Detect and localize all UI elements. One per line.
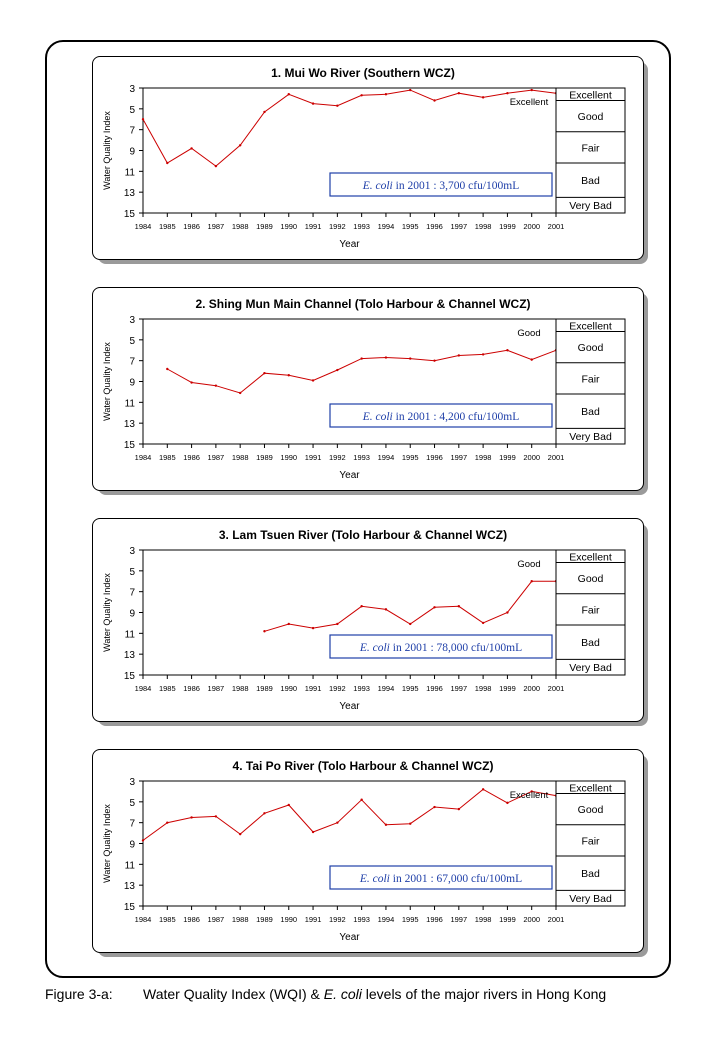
- data-point: [482, 96, 484, 98]
- band-label: Excellent: [569, 551, 612, 564]
- x-tick-label: 1989: [256, 222, 273, 231]
- y-tick-label: 7: [129, 587, 135, 599]
- data-point: [336, 369, 338, 371]
- caption-suffix: levels of the major rivers in Hong Kong: [361, 986, 607, 1002]
- data-point: [239, 392, 241, 394]
- band-label: Bad: [581, 175, 600, 188]
- y-tick-label: 7: [129, 125, 135, 137]
- band-label: Very Bad: [569, 431, 612, 444]
- x-tick-label: 1996: [426, 684, 443, 693]
- chart-panel-2: [92, 287, 644, 491]
- data-point: [458, 92, 460, 94]
- x-tick-label: 1991: [304, 222, 322, 231]
- band-label: Good: [577, 342, 604, 355]
- x-tick-label: 2000: [523, 222, 541, 231]
- data-point: [190, 147, 192, 149]
- x-tick-label: 1993: [353, 915, 370, 924]
- data-point: [531, 358, 533, 360]
- data-point: [385, 608, 387, 610]
- chart-panel-1: [92, 56, 644, 260]
- band-label: Fair: [581, 604, 600, 617]
- x-tick-label: 1985: [158, 915, 176, 924]
- caption-label: Figure 3-a:: [45, 986, 113, 1002]
- x-tick-label: 1992: [329, 915, 346, 924]
- y-tick-label: 15: [123, 671, 135, 682]
- data-point: [385, 356, 387, 358]
- ecoli-italic: E. coli: [362, 411, 393, 423]
- x-tick-label: 1984: [134, 684, 152, 693]
- band-label: Excellent: [569, 89, 612, 102]
- y-tick-label: 11: [124, 860, 135, 872]
- data-point: [409, 823, 411, 825]
- y-axis-label: Water Quality Index: [102, 111, 112, 190]
- x-tick-label: 1984: [134, 453, 152, 462]
- x-tick-label: 1995: [401, 453, 419, 462]
- data-point: [458, 605, 460, 607]
- x-tick-label: 1996: [426, 222, 443, 231]
- grade-label: Excellent: [509, 790, 549, 801]
- x-tick-label: 2001: [547, 222, 565, 231]
- x-tick-label: 1992: [329, 453, 346, 462]
- data-point: [166, 162, 168, 164]
- ecoli-text: [362, 411, 520, 423]
- ecoli-italic: E. coli: [362, 180, 393, 192]
- x-tick-label: 1999: [499, 915, 516, 924]
- data-point: [312, 831, 314, 833]
- data-point: [288, 93, 290, 95]
- x-tick-label: 1985: [158, 684, 176, 693]
- y-tick-label: 5: [129, 104, 135, 116]
- caption-ecoli: E. coli: [323, 986, 362, 1002]
- data-point: [506, 349, 508, 351]
- x-tick-label: 1992: [329, 684, 346, 693]
- y-axis-label: Water Quality Index: [102, 342, 112, 421]
- ecoli-text: [359, 873, 522, 885]
- x-tick-label: 2001: [547, 453, 565, 462]
- x-tick-label: 1993: [353, 222, 370, 231]
- ecoli-italic: E. coli: [359, 642, 390, 654]
- data-point: [215, 815, 217, 817]
- x-tick-label: 2000: [523, 453, 541, 462]
- band-label: Excellent: [569, 320, 612, 333]
- x-tick-label: 1994: [377, 915, 395, 924]
- data-point: [531, 89, 533, 91]
- y-tick-label: 7: [129, 818, 135, 830]
- data-point: [482, 622, 484, 624]
- data-point: [531, 580, 533, 582]
- x-tick-label: 1995: [401, 915, 419, 924]
- x-tick-label: 1985: [158, 453, 176, 462]
- data-point: [288, 623, 290, 625]
- data-point: [263, 812, 265, 814]
- x-tick-label: 2001: [547, 684, 565, 693]
- band-label: Very Bad: [569, 200, 612, 213]
- band-label: Good: [577, 573, 604, 586]
- x-tick-label: 2001: [547, 915, 565, 924]
- grade-label: Good: [517, 328, 541, 339]
- y-tick-label: 11: [124, 167, 135, 179]
- data-point: [409, 357, 411, 359]
- data-point: [288, 374, 290, 376]
- data-point: [506, 802, 508, 804]
- band-label: Fair: [581, 142, 600, 155]
- data-point: [506, 611, 508, 613]
- chart-svg: [93, 519, 643, 721]
- band-label: Fair: [581, 373, 600, 386]
- x-tick-label: 1995: [401, 684, 419, 693]
- x-tick-label: 1986: [183, 684, 200, 693]
- data-point: [142, 839, 144, 841]
- y-tick-label: 13: [123, 419, 135, 431]
- data-point: [312, 627, 314, 629]
- x-tick-label: 1991: [304, 915, 322, 924]
- y-tick-label: 5: [129, 335, 135, 347]
- x-tick-label: 1994: [377, 684, 395, 693]
- chart-title: 3. Lam Tsuen River (Tolo Harbour & Channel WCZ): [218, 528, 508, 542]
- x-tick-label: 1996: [426, 915, 443, 924]
- x-axis-label: Year: [339, 239, 360, 250]
- y-tick-label: 7: [129, 356, 135, 368]
- y-tick-label: 13: [123, 881, 135, 893]
- grade-label: Excellent: [509, 97, 549, 108]
- band-label: Excellent: [569, 782, 612, 795]
- x-axis-label: Year: [339, 932, 360, 943]
- x-tick-label: 1992: [329, 222, 346, 231]
- y-axis-label: Water Quality Index: [102, 804, 112, 883]
- x-tick-label: 1990: [280, 915, 298, 924]
- x-tick-label: 1993: [353, 684, 370, 693]
- x-tick-label: 1986: [183, 453, 200, 462]
- data-point: [433, 359, 435, 361]
- y-tick-label: 9: [129, 608, 135, 620]
- data-point: [409, 89, 411, 91]
- ecoli-text: [359, 642, 522, 654]
- band-label: Bad: [581, 637, 600, 650]
- y-tick-label: 5: [129, 566, 135, 578]
- band-label: Good: [577, 804, 604, 817]
- x-tick-label: 1997: [450, 222, 468, 231]
- y-tick-label: 9: [129, 377, 135, 389]
- chart-svg: [93, 750, 643, 952]
- data-point: [385, 93, 387, 95]
- x-tick-label: 1991: [304, 453, 322, 462]
- y-tick-label: 15: [123, 440, 135, 451]
- x-tick-label: 1996: [426, 453, 443, 462]
- data-point: [166, 821, 168, 823]
- x-axis-label: Year: [339, 701, 360, 712]
- grade-label: Good: [517, 559, 541, 570]
- chart-title: 2. Shing Mun Main Channel (Tolo Harbour & Channel WCZ): [195, 297, 531, 311]
- chart-svg: [93, 57, 643, 259]
- data-point: [360, 357, 362, 359]
- series-line: [167, 350, 556, 393]
- y-tick-label: 15: [123, 902, 135, 913]
- x-tick-label: 1994: [377, 222, 395, 231]
- series-line: [143, 90, 556, 166]
- x-tick-label: 1988: [231, 684, 249, 693]
- y-tick-label: 3: [129, 84, 135, 95]
- x-tick-label: 2000: [523, 684, 541, 693]
- chart-title: 4. Tai Po River (Tolo Harbour & Channel WCZ): [232, 759, 494, 773]
- x-axis-label: Year: [339, 470, 360, 481]
- data-point: [312, 102, 314, 104]
- data-point: [336, 821, 338, 823]
- x-tick-label: 1997: [450, 684, 468, 693]
- data-point: [482, 788, 484, 790]
- x-tick-label: 1999: [499, 222, 516, 231]
- chart-svg: [93, 288, 643, 490]
- data-point: [215, 165, 217, 167]
- data-point: [482, 353, 484, 355]
- y-tick-label: 11: [124, 629, 135, 641]
- x-tick-label: 1987: [207, 222, 225, 231]
- series-line: [143, 789, 556, 840]
- x-tick-label: 2000: [523, 915, 541, 924]
- x-tick-label: 1987: [207, 684, 225, 693]
- band-label: Very Bad: [569, 893, 612, 906]
- y-tick-label: 3: [129, 315, 135, 326]
- data-point: [433, 806, 435, 808]
- x-tick-label: 1998: [474, 222, 492, 231]
- caption-prefix: Water Quality Index (WQI) &: [143, 986, 324, 1002]
- data-point: [458, 808, 460, 810]
- y-tick-label: 5: [129, 797, 135, 809]
- x-tick-label: 1990: [280, 684, 298, 693]
- x-tick-label: 1984: [134, 222, 152, 231]
- data-point: [239, 144, 241, 146]
- y-tick-label: 9: [129, 146, 135, 158]
- data-point: [288, 804, 290, 806]
- data-point: [433, 606, 435, 608]
- y-tick-label: 13: [123, 650, 135, 662]
- data-point: [239, 833, 241, 835]
- x-tick-label: 1988: [231, 453, 249, 462]
- data-point: [142, 118, 144, 120]
- ecoli-value: in 2001 : 4,200 cfu/100mL: [392, 411, 520, 423]
- data-point: [336, 623, 338, 625]
- data-point: [506, 92, 508, 94]
- data-point: [312, 379, 314, 381]
- ecoli-italic: E. coli: [359, 873, 390, 885]
- data-point: [190, 381, 192, 383]
- x-tick-label: 1998: [474, 915, 492, 924]
- x-tick-label: 1995: [401, 222, 419, 231]
- ecoli-value: in 2001 : 67,000 cfu/100mL: [389, 873, 523, 885]
- data-point: [409, 623, 411, 625]
- x-tick-label: 1985: [158, 222, 176, 231]
- x-tick-label: 1988: [231, 915, 249, 924]
- x-tick-label: 1989: [256, 915, 273, 924]
- y-tick-label: 9: [129, 839, 135, 851]
- band-label: Very Bad: [569, 662, 612, 675]
- data-point: [458, 354, 460, 356]
- x-tick-label: 1997: [450, 915, 468, 924]
- figure-caption: [45, 986, 705, 1002]
- y-tick-label: 11: [124, 398, 135, 410]
- band-label: Good: [577, 111, 604, 124]
- x-tick-label: 1989: [256, 684, 273, 693]
- x-tick-label: 1999: [499, 453, 516, 462]
- data-point: [360, 605, 362, 607]
- x-tick-label: 1989: [256, 453, 273, 462]
- y-tick-label: 15: [123, 209, 135, 220]
- chart-title: 1. Mui Wo River (Southern WCZ): [271, 66, 455, 80]
- data-point: [433, 99, 435, 101]
- x-tick-label: 1999: [499, 684, 516, 693]
- ecoli-value: in 2001 : 78,000 cfu/100mL: [389, 642, 523, 654]
- band-label: Fair: [581, 835, 600, 848]
- x-tick-label: 1986: [183, 222, 200, 231]
- data-point: [190, 816, 192, 818]
- x-tick-label: 1990: [280, 222, 298, 231]
- x-tick-label: 1997: [450, 453, 468, 462]
- x-tick-label: 1984: [134, 915, 152, 924]
- chart-panel-3: [92, 518, 644, 722]
- x-tick-label: 1990: [280, 453, 298, 462]
- data-point: [215, 384, 217, 386]
- data-point: [360, 799, 362, 801]
- data-point: [385, 824, 387, 826]
- chart-panel-4: [92, 749, 644, 953]
- data-point: [336, 105, 338, 107]
- x-tick-label: 1994: [377, 453, 395, 462]
- x-tick-label: 1988: [231, 222, 249, 231]
- data-point: [360, 94, 362, 96]
- y-tick-label: 3: [129, 546, 135, 557]
- x-tick-label: 1998: [474, 684, 492, 693]
- y-axis-label: Water Quality Index: [102, 573, 112, 652]
- x-tick-label: 1998: [474, 453, 492, 462]
- data-point: [263, 111, 265, 113]
- x-tick-label: 1987: [207, 453, 225, 462]
- data-point: [263, 372, 265, 374]
- x-tick-label: 1993: [353, 453, 370, 462]
- ecoli-value: in 2001 : 3,700 cfu/100mL: [392, 180, 520, 192]
- band-label: Bad: [581, 868, 600, 881]
- x-tick-label: 1987: [207, 915, 225, 924]
- data-point: [263, 630, 265, 632]
- data-point: [166, 368, 168, 370]
- band-label: Bad: [581, 406, 600, 419]
- y-tick-label: 13: [123, 188, 135, 200]
- y-tick-label: 3: [129, 777, 135, 788]
- ecoli-text: [362, 180, 520, 192]
- x-tick-label: 1986: [183, 915, 200, 924]
- x-tick-label: 1991: [304, 684, 322, 693]
